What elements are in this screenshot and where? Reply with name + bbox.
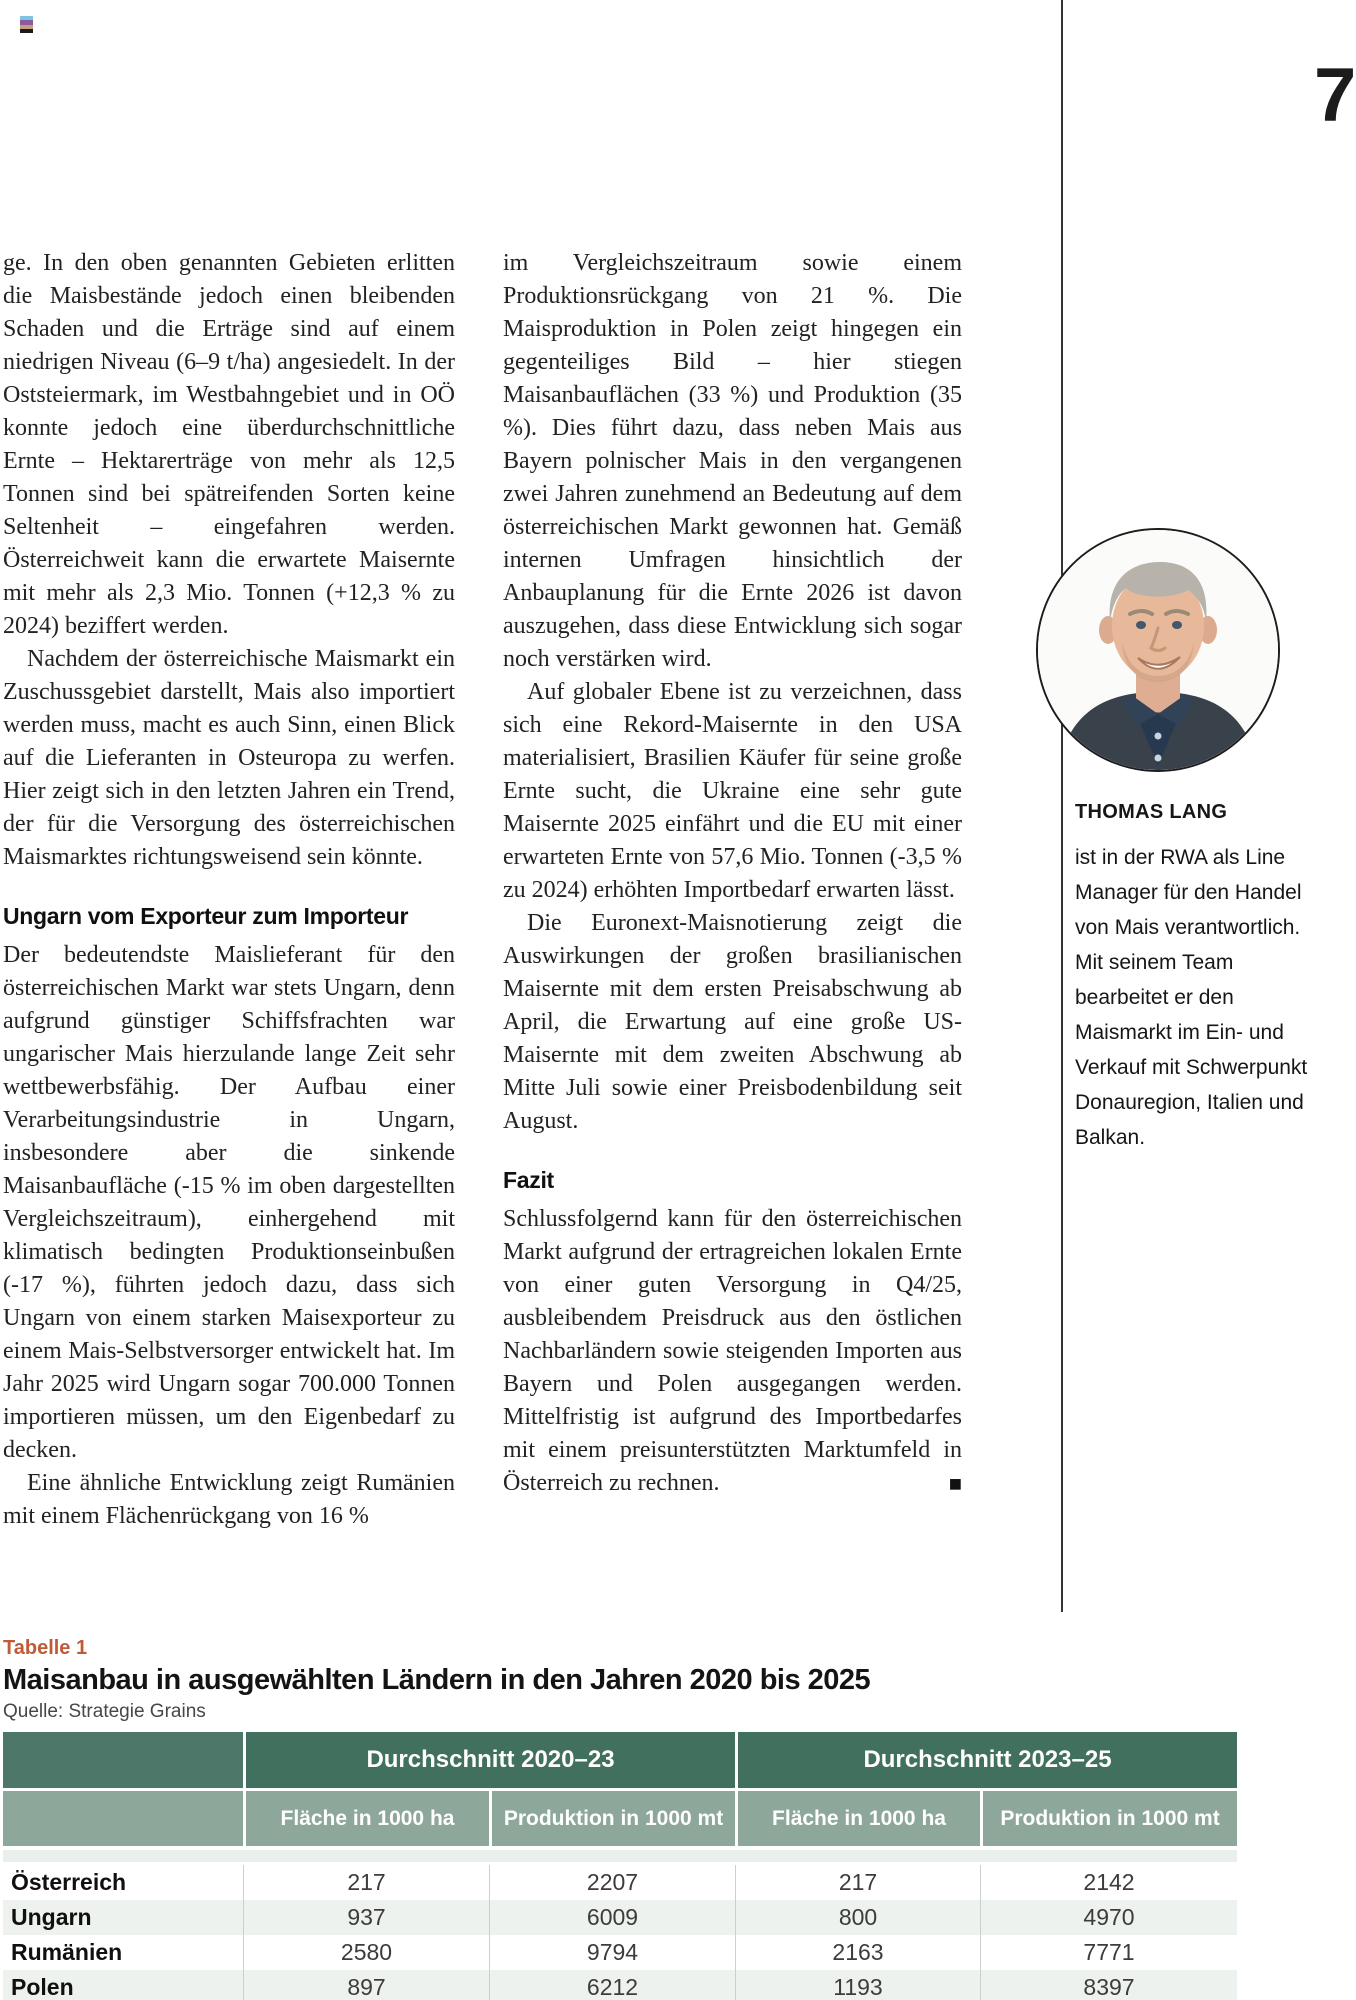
table-subheader-empty (3, 1791, 243, 1846)
article-column-1 (3, 247, 455, 1533)
table-subheader: Fläche in 1000 ha (735, 1791, 980, 1846)
table-cell-value: 1193 (735, 1970, 980, 2000)
paragraph: Der bedeutendste Maislieferant für den österreichischen Markt war stets Ungarn, denn aufgrund günstiger Schiffsfrachten war ungarischer Mais hierzulande lange Zeit sehr wettbewerbsfähig. Der Aufbau einer Verarbeitungsindustrie in Ungarn, insbesondere aber die sinkende Maisanbaufläche (-15 % im oben dargestellten Vergleichszeitraum), einhergehend mit klimatisch bedingten Produktionseinbußen (-17 %), führten jedoch dazu, dass sich Ungarn von einem starken Maisexporteur zu einem Mais-Selbstversorger entwickelt hat. Im Jahr 2025 wird Ungarn sogar 700.000 Tonnen importieren müssen, um den Eigenbedarf zu decken. (3, 942, 455, 1463)
paragraph-text: Schlussfolgernd kann für den österreichischen Markt aufgrund der ertragreichen lokalen Ernte von einer guten Versorgung in Q4/25, ausbleibendem Preisdruck aus den östlichen Nachbarländern sowie steigenden Importen aus Bayern und Polen ausgegangen werden. Mittelfristig ist aufgrund des Importbedarfes mit einem preisunterstützten Marktumfeld in Österreich zu rechnen. (503, 1206, 962, 1496)
article-end-mark: ■ (948, 1471, 962, 1496)
table-corner-cell (3, 1732, 243, 1788)
paragraph: Auf globaler Ebene ist zu verzeichnen, dass sich eine Rekord-Maisernte in den USA materialisiert, Brasilien Käufer für seine große Ernte sucht, die Ukraine eine sehr gute Maisernte 2025 einfährt und die EU mit einer erwarteten Ernte von 57,6 Mio. Tonnen (-3,5 % zu 2024) erhöhten Importbedarf erwarten lässt. (503, 679, 962, 903)
author-name: THOMAS LANG (1075, 801, 1228, 823)
table-subheader: Fläche in 1000 ha (243, 1791, 489, 1846)
table-cell-country: Rumänien (11, 1939, 123, 1965)
paragraph: Nachdem der österreichische Maismarkt ein Zuschussgebiet darstellt, Mais also importiert werden muss, macht es auch Sinn, einen Blick auf die Lieferanten in Osteuropa zu werfen. Hier zeigt sich in den letzten Jahren ein Trend, der für die Versorgung des österreichischen Maismarktes richtungsweisend sein könnte. (3, 646, 455, 870)
stripe-black (20, 29, 33, 33)
article-column-2 (503, 247, 962, 1500)
data-table (3, 1732, 1237, 2000)
paragraph (503, 1203, 962, 1500)
vertical-divider-rule (1061, 0, 1063, 1612)
table-subheader: Produktion in 1000 mt (489, 1791, 735, 1846)
table-cell-value: 6009 (489, 1900, 735, 1935)
table-cell-value: 9794 (489, 1935, 735, 1970)
page-number: 7 (1314, 53, 1355, 138)
author-portrait-illustration (1038, 530, 1278, 770)
table-cell-value: 7771 (980, 1935, 1237, 1970)
table-subheader: Produktion in 1000 mt (980, 1791, 1237, 1846)
author-photo (1036, 528, 1280, 772)
author-bio (1075, 795, 1331, 1155)
paragraph: im Vergleichszeitraum sowie einem Produktionsrückgang von 21 %. Die Maisproduktion in Polen zeigt hingegen ein gegenteiliges Bild – hier stiegen Maisanbauflächen (33 %) und Produktion (35 %). Dies führt dazu, dass neben Mais aus Bayern polnischer Mais in den vergangenen zwei Jahren zunehmend an Bedeutung auf dem österreichischen Markt gewonnen hat. Gemäß internen Umfragen hinsichtlich der Anbauplanung für die Ernte 2026 ist davon auszugehen, dass diese Entwicklung sich sogar noch verstärken wird. (503, 250, 962, 672)
table-row (3, 1935, 1237, 1970)
table-block (3, 1636, 1242, 2000)
table-cell-country: Ungarn (11, 1904, 92, 1930)
table-title: Maisanbau in ausgewählten Ländern in den Jahren 2020 bis 2025 (3, 1664, 871, 1696)
table-cell-value: 8397 (980, 1970, 1237, 2000)
table-cell-value: 2580 (243, 1935, 489, 1970)
table-cell-value: 4970 (980, 1900, 1237, 1935)
table-row (3, 1970, 1237, 2000)
table-cell-country: Österreich (11, 1869, 127, 1895)
table-label: Tabelle 1 (3, 1637, 88, 1659)
author-bio-text: ist in der RWA als Line Manager für den Handel von Mais verantwortlich. Mit seinem Team bearbeitet er den Maismarkt im Ein- und Verkauf mit Schwerpunkt Donauregion, Italien und Balkan. (1075, 846, 1308, 1149)
table-cell-value: 937 (243, 1900, 489, 1935)
paragraph: ge. In den oben genannten Gebieten erlitten die Maisbestände jedoch einen bleibenden Schaden und die Erträge sind auf einem niedrigen Niveau (6–9 t/ha) angesiedelt. In der Oststeiermark, im Westbahngebiet und in OÖ konnte jedoch eine überdurchschnittliche Ernte – Hektarerträge von mehr als 12,5 Tonnen sind bei spätreifenden Sorten keine Seltenheit – eingefahren werden. Österreichweit kann die erwartete Maisernte mit mehr als 2,3 Mio. Tonnen (+12,3 % zu 2024) beziffert werden. (3, 250, 455, 639)
paragraph: Eine ähnliche Entwicklung zeigt Rumänien mit einem Flächenrückgang von 16 % (3, 1470, 455, 1529)
section-heading: Fazit (503, 1167, 554, 1193)
table-source: Quelle: Strategie Grains (3, 1701, 206, 1722)
table-group-header: Durchschnitt 2023–25 (735, 1732, 1237, 1788)
table-gap-strip (3, 1850, 1237, 1862)
table-cell-value: 2207 (489, 1865, 735, 1900)
table-cell-value: 897 (243, 1970, 489, 2000)
table-cell-value: 6212 (489, 1970, 735, 2000)
table-row (3, 1865, 1237, 1900)
section-heading: Ungarn vom Exporteur zum Importeur (3, 903, 409, 929)
table-cell-value: 217 (735, 1865, 980, 1900)
table-cell-value: 2163 (735, 1935, 980, 1970)
table-row (3, 1900, 1237, 1935)
table-cell-country: Polen (11, 1974, 74, 2000)
table-group-header-row (3, 1732, 1237, 1788)
paragraph: Die Euronext-Maisnotierung zeigt die Auswirkungen der großen brasilianischen Maisernte mit dem ersten Preisabschwung ab April, die Erwartung auf eine große US-Maisernte mit dem zweiten Abschwung ab Mitte Juli sowie einer Preisbodenbildung seit August. (503, 910, 962, 1134)
table-cell-value: 217 (243, 1865, 489, 1900)
corner-stripes-icon (20, 16, 33, 33)
table-cell-value: 2142 (980, 1865, 1237, 1900)
table-subheader-row (3, 1791, 1237, 1846)
table-group-header: Durchschnitt 2020–23 (243, 1732, 735, 1788)
table-cell-value: 800 (735, 1900, 980, 1935)
